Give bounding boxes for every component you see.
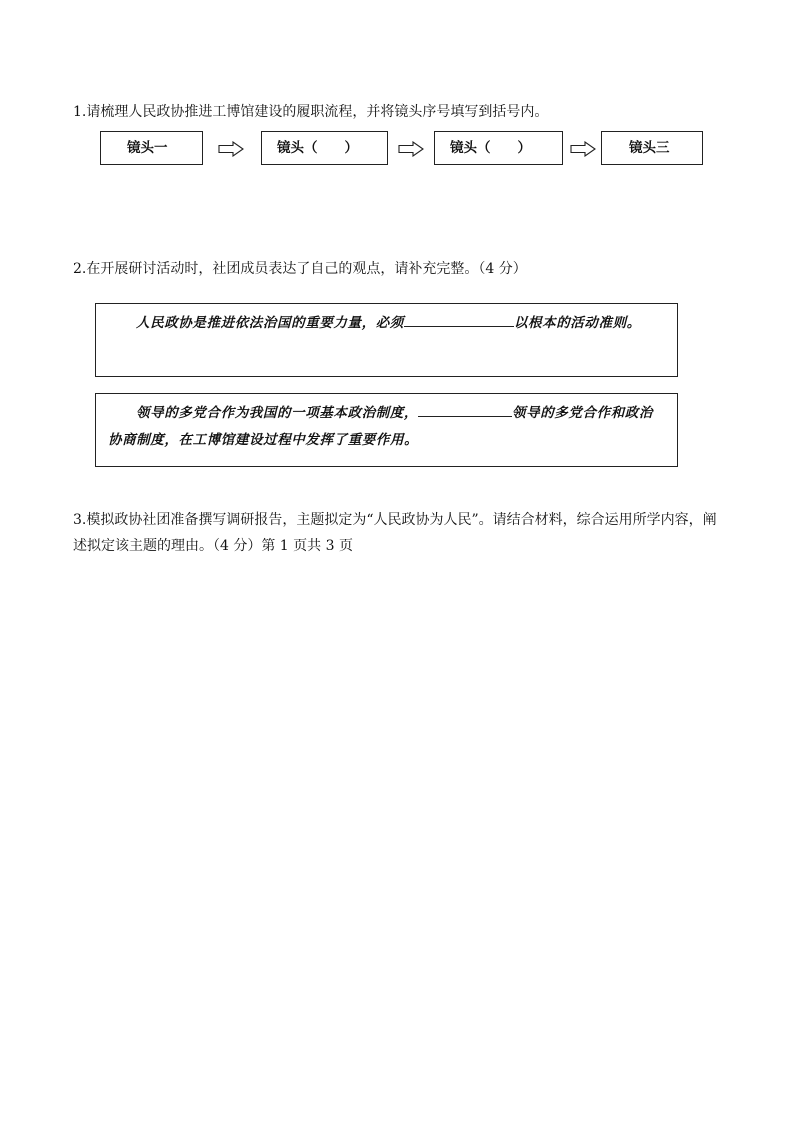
panel-1-text-after: 以根本的活动准则。 (513, 315, 641, 331)
flow-box-2-label: 镜头（ ） (277, 140, 358, 156)
flow-arrow-2-icon (398, 141, 424, 157)
flow-box-4-label: 镜头三 (629, 140, 670, 156)
flow-box-1 (100, 131, 203, 165)
question-1: 1.请梳理人民政协推进工博馆建设的履职流程，并将镜头序号填写到括号内。 (73, 104, 549, 120)
panel-1-text-before: 人民政协是推进依法治国的重要力量，必须 (136, 315, 404, 331)
flow-arrow-3-icon (570, 141, 596, 157)
flow-box-2 (261, 131, 388, 165)
question-3: 3.模拟政协社团准备撰写调研报告，主题拟定为“人民政协为人民”。请结合材料，综合运用所学内容，阐述拟定该主题的理由。（4 分）第 1 页共 3 页 (73, 512, 717, 554)
question-2: 2.在开展研讨活动时，社团成员表达了自己的观点，请补充完整。（4 分） (73, 261, 527, 277)
flow-box-4 (601, 131, 703, 165)
panel-2-text-before: 领导的多党合作为我国的一项基本政治制度， (136, 405, 418, 421)
flow-box-3 (434, 131, 563, 165)
viewpoint-panel-1 (95, 303, 678, 377)
panel-2-text-after: 领导的多党合作和政治协商制度，在工博馆建设过程中发挥了重要作用。 (108, 405, 653, 448)
flow-box-3-label: 镜头（ ） (450, 140, 531, 156)
flow-box-1-label: 镜头一 (127, 140, 168, 156)
panel-2-answer-blank[interactable] (418, 400, 512, 417)
flow-arrow-1-icon (218, 141, 244, 157)
panel-1-answer-blank[interactable] (404, 310, 514, 327)
viewpoint-panel-2 (95, 393, 678, 467)
